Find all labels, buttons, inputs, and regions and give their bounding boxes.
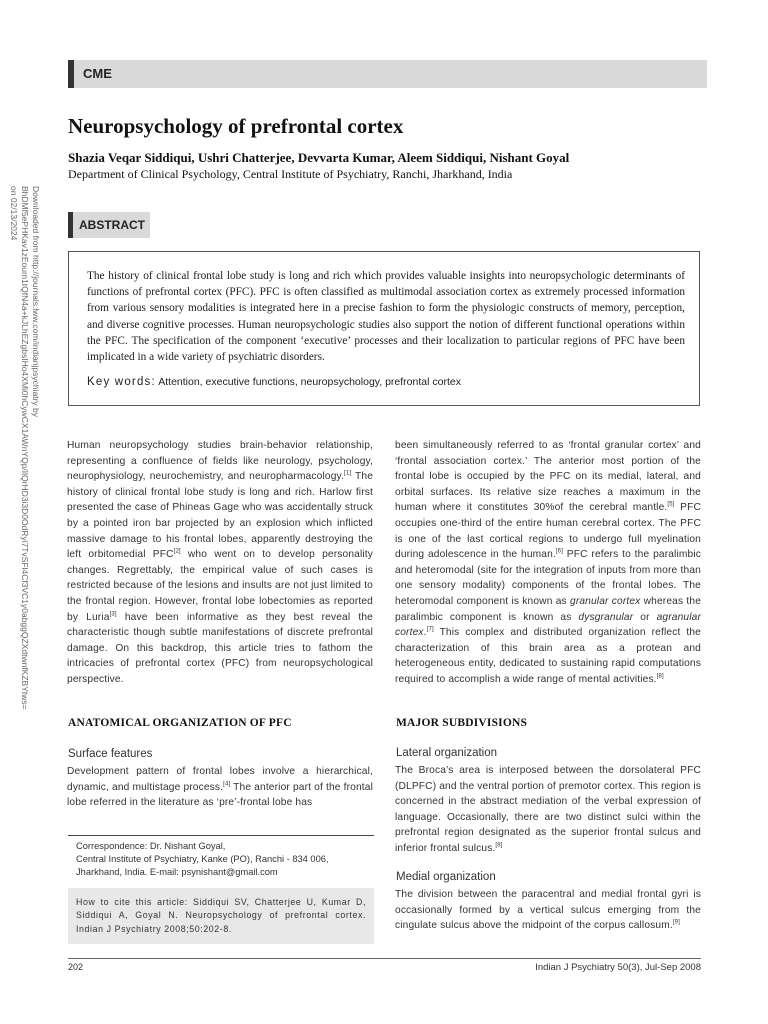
keywords-line	[87, 376, 461, 388]
medial-organization-heading: Medial organization	[396, 871, 496, 883]
correspondence-block: Correspondence: Dr. Nishant Goyal, Central Institute of Psychiatry, Kanke (PO), Ranchi - 834 006, Jharkhand, India. E-mail: psynishant@gmail.com	[76, 841, 329, 877]
major-subdivisions-heading: MAJOR SUBDIVISIONS	[396, 717, 528, 729]
medial-paragraph: The division between the paracentral and medial frontal gyri is occasionally formed by a vertical sulcus emerging from the cingulate sulcus above the midpoint of the corpus callosum.[9]	[395, 889, 701, 932]
intro-paragraph: Human neuropsychology studies brain-behavior relationship, representing a confluence of fields like neurology, psychology, neurophysiology, neurochemistry, and neuropharmacology.[1] The history of clinical frontal lobe study is long and rich. Harlow first presented the case of Phineas Gage who was accidentally struck by a pointed iron bar projected by an explosion which inflicted massive damage to his frontal lobes, apparently destroying the left orbitomedial PFC[2] who went on to develop personality changes. Regrettably, the empirical value of such cases is restricted because of the lesions and insults are not just limited to the frontal region. However, frontal lobe lobectomies as reported by Luria[3] have been informative as they best reveal the characteristic though subtle manifestations of discrete prefrontal damage. On this backdrop, this article tries to fathom the intricacies of prefrontal cortex (PFC) from neuropsychological perspective.	[67, 440, 374, 685]
section-label-bar	[68, 60, 707, 88]
surface-features-heading: Surface features	[68, 748, 153, 760]
footer-divider	[68, 958, 701, 959]
author-list: Shazia Veqar Siddiqui, Ushri Chatterjee, Devvarta Kumar, Aleem Siddiqui, Nishant Goyal	[68, 150, 570, 165]
right-column-continuation: been simultaneously referred to as ‘frontal granular cortex’ and ‘frontal association cortex.’ The anterior most portion of the frontal lobe is occupied by the PFC on its medial, lateral, and orbital surfaces. Its relative size reaches a maximum in the human where it constitutes 30%of the cerebral mantle.[5] PFC occupies one-third of the entire human cerebral cortex. The PFC is one of the last cortical regions to undergo full myelination during adolescence in the human.[6] PFC refers to the paralimbic and heteromodal (site for the integration of inputs from more than one sensory modality) components of the frontal lobes. The heteromodal component is known as granular cortex whereas the paralimbic component is known as dysgranular or agranular cortex.[7] This complex and distributed organization reflect the characterization of this brain area as a protean and heterogeneous entity, dedicated to sustaining rapid computations required to accomplish a wide range of mental activities.[8]	[395, 440, 702, 685]
section-label: CME	[83, 66, 112, 81]
abstract-label: ABSTRACT	[79, 218, 145, 232]
lateral-paragraph: The Broca’s area is interposed between the dorsolateral PFC (DLPFC) and the ventral portion of premotor cortex. This region is concerned in the abstract mediation of the verbal expression of language. Occasionally, there are two distinct sulci within the prefrontal region designated as the superior frontal sulcus and inferior frontal sulcus.[8]	[395, 765, 701, 854]
lateral-organization-heading: Lateral organization	[396, 747, 498, 759]
abstract-label-tab	[68, 212, 150, 238]
correspondence-divider	[68, 835, 374, 836]
abstract-text: The history of clinical frontal lobe study is long and rich which provides valuable insights into neuropsychologic determinants of functions of prefrontal cortex (PFC). PFC is often classified as multimodal association cortex as extremely processed information from various sensory modalities is integrated here in a precise fashion to form the physiologic constructs of memory, perception, and diverse cognitive processes. Human neuropsychologic studies also support the notion of different functional operations within the PFC. The specification of the component ‘executive’ processes and their localization to particular regions of PFC have been implicated in a wide variety of psychiatric disorders.	[87, 270, 685, 364]
left-column-intro	[67, 438, 373, 688]
page-number: 202	[68, 962, 84, 972]
keywords-list: Attention, executive functions, neuropsychology, prefrontal cortex	[158, 376, 461, 388]
article-title: Neuropsychology of prefrontal cortex	[68, 114, 404, 138]
journal-citation: Indian J Psychiatry 50(3), Jul-Sep 2008	[535, 962, 701, 973]
download-watermark: Downloaded from http://journals.lww.com/indianjpsychiatry by BhDMf5ePHKav1zEoum1tQfN4a+kJLhEZgbsIHo4XMi0hCywCX1AWnYQp/IlQrHD3i3D0OdRyi7TvSFl4Cf3VC1y0abggQZXdtwnfKZBYtws= on 02/13/2024	[9, 186, 41, 710]
surface-paragraph: Development pattern of frontal lobes involve a hierarchical, dynamic, and multistage process.[4] The anterior part of the frontal lobe referred in the literature as ‘pre’-frontal lobe has	[67, 766, 373, 809]
keywords-label: Key words:	[87, 376, 156, 388]
anatomical-heading: ANATOMICAL ORGANIZATION OF PFC	[68, 717, 292, 729]
abstract-box	[68, 251, 700, 406]
affiliation: Department of Clinical Psychology, Central Institute of Psychiatry, Ranchi, Jharkhand, India	[68, 167, 513, 181]
citation-box: How to cite this article: Siddiqui SV, Chatterjee U, Kumar D, Siddiqui A, Goyal N. Neuropsychology of prefrontal cortex. Indian J Psychiatry 2008;50:202-8.	[68, 888, 374, 944]
